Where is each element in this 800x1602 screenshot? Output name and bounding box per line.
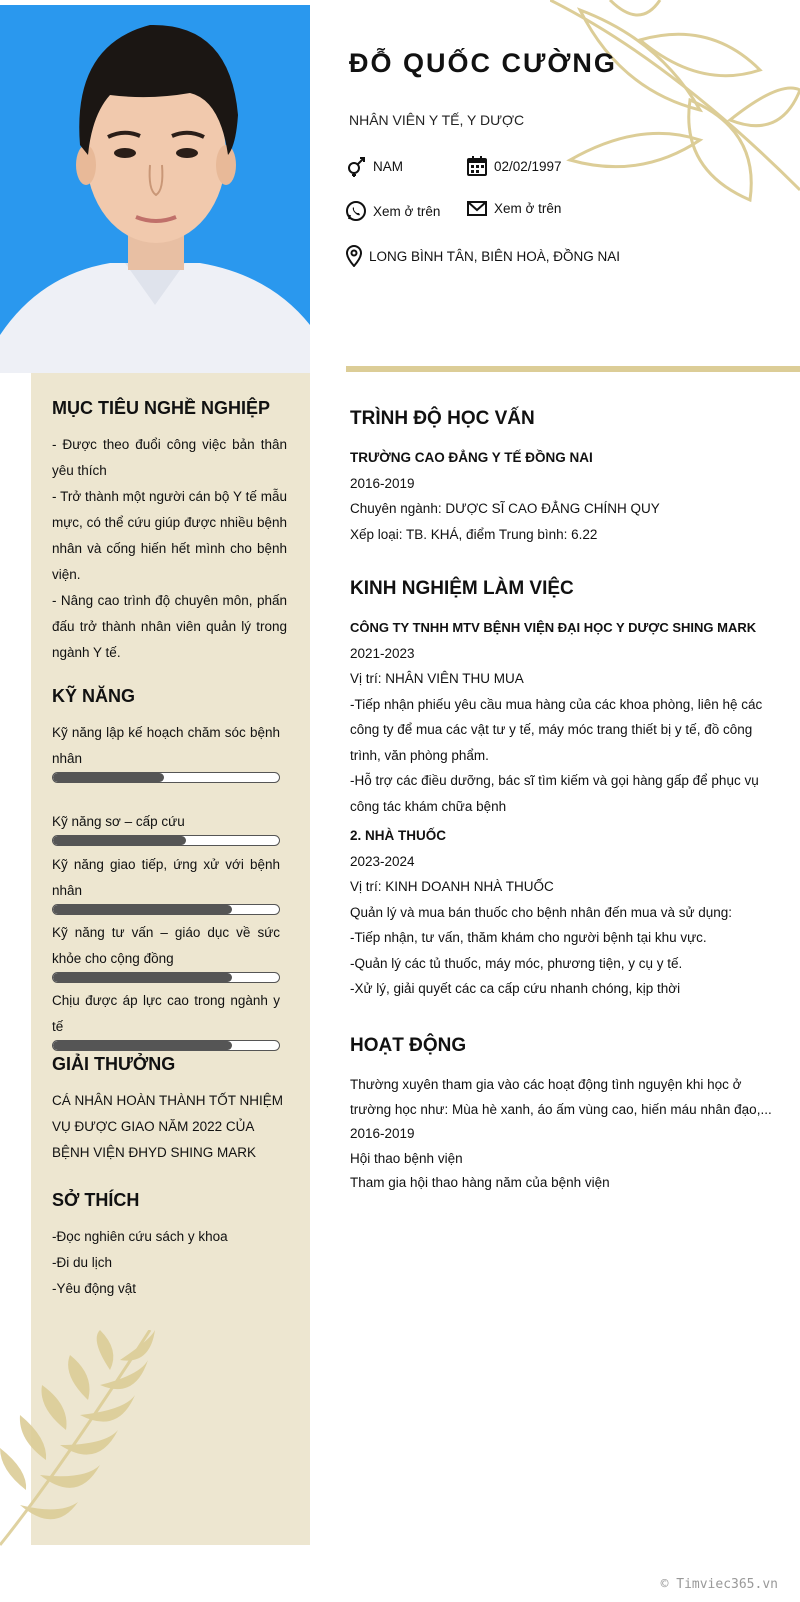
skill-bar-fill [53, 1041, 232, 1050]
awards-title: GIẢI THƯỞNG [52, 1054, 176, 1074]
job-duty: -Quản lý các tủ thuốc, máy móc, phương tiện, y cụ y tế. [350, 955, 683, 971]
objective-line: - Được theo đuổi công việc bản thân yêu thích [52, 437, 287, 478]
gender-info [345, 155, 403, 177]
phone-info [345, 200, 440, 222]
objective-text [52, 432, 287, 666]
activity-line: Tham gia hội thao hàng năm của bệnh viện [350, 1175, 610, 1190]
company-name: 2. NHÀ THUỐC [350, 828, 447, 843]
watermark: © Timviec365.vn [660, 1577, 778, 1592]
job-duty: -Tiếp nhận, tư vấn, thăm khám cho người bệnh tại khu vực. [350, 930, 707, 945]
skill-bar-fill [53, 773, 164, 782]
gender-icon [345, 155, 367, 177]
activities-title: HOẠT ĐỘNG [350, 1035, 467, 1056]
education-years: 2016-2019 [350, 475, 415, 491]
profile-photo [0, 5, 310, 373]
education-major: Chuyên ngành: DƯỢC SĨ CAO ĐẲNG CHÍNH QUY [350, 501, 660, 516]
objective-title: MỤC TIÊU NGHỀ NGHIỆP [52, 398, 271, 418]
activities-block [350, 1073, 775, 1196]
job-years: 2023-2024 [350, 853, 415, 869]
job-title: NHÂN VIÊN Y TẾ, Y DƯỢC [349, 112, 525, 128]
objective-line: - Trở thành một người cán bộ Y tế mẫu mực, có thể cứu giúp được nhiều bệnh nhân và cống hiến hết mình cho bệnh viện. [52, 489, 287, 582]
hobby-item: -Đi du lịch [52, 1255, 113, 1270]
education-block [350, 445, 775, 547]
skill-bar [52, 972, 280, 983]
job-position: Vị trí: KINH DOANH NHÀ THUỐC [350, 879, 554, 894]
company-name: CÔNG TY TNHH MTV BỆNH VIỆN ĐẠI HỌC Y DƯỢC SHING MARK [350, 620, 757, 635]
skill-bar-fill [53, 836, 186, 845]
awards-text: CÁ NHÂN HOÀN THÀNH TỐT NHIỆM VỤ ĐƯỢC GIAO NĂM 2022 CỦA BỆNH VIỆN ĐHYD SHING MARK [52, 1093, 284, 1160]
skill-item [52, 852, 280, 915]
experience-title: KINH NGHIỆM LÀM VIỆC [350, 578, 574, 599]
leaf-decoration-top [550, 0, 800, 210]
leaf-decoration-bottom [0, 1330, 160, 1550]
activity-line: 2016-2019 [350, 1126, 415, 1141]
email-icon [466, 197, 488, 219]
skill-name: Kỹ năng lập kế hoạch chăm sóc bệnh nhân [52, 725, 280, 766]
activity-line: Thường xuyên tham gia vào các hoạt động tình nguyện khi học ở trường học như: Mùa hè xanh, áo ấm vùng cao, hiến máu nhân đạo,... [350, 1077, 772, 1117]
job-duty: -Xử lý, giải quyết các ca cấp cứu nhanh chóng, kịp thời [350, 981, 681, 996]
skill-bar-fill [53, 973, 232, 982]
skill-name: Kỹ năng giao tiếp, ứng xử với bệnh nhân [52, 857, 280, 898]
whatsapp-phone-icon [345, 200, 367, 222]
school-name: TRƯỜNG CAO ĐẲNG Y TẾ ĐỒNG NAI [350, 450, 593, 465]
hobbies-list [52, 1224, 287, 1302]
skill-name: Kỹ năng sơ – cấp cứu [52, 814, 185, 829]
education-grade: Xếp loại: TB. KHÁ, điểm Trung bình: 6.22 [350, 526, 598, 542]
skill-item [52, 920, 280, 983]
calendar-icon [466, 155, 488, 177]
skill-bar [52, 835, 280, 846]
job-position: Vị trí: NHÂN VIÊN THU MUA [350, 671, 524, 686]
birthday-value: 02/02/1997 [494, 158, 562, 174]
job-duty: -Hỗ trợ các điều dưỡng, bác sĩ tìm kiếm và gọi hàng gấp để phục vụ công tác khám chữa bệnh [350, 773, 759, 814]
job-years: 2021-2023 [350, 645, 415, 661]
email-value: Xem ở trên [494, 200, 562, 216]
objective-line: - Nâng cao trình độ chuyên môn, phấn đấu trở thành nhân viên quản lý trong ngành Y tế. [52, 593, 287, 660]
email-info [466, 197, 561, 219]
gender-value: NAM [373, 158, 403, 174]
birthday-info [466, 155, 562, 177]
skill-bar [52, 1040, 280, 1051]
experience-block [350, 615, 775, 1002]
skill-item [52, 720, 280, 783]
phone-value: Xem ở trên [373, 203, 441, 219]
hobby-item: -Đọc nghiên cứu sách y khoa [52, 1229, 228, 1244]
location-pin-icon [345, 245, 363, 267]
skill-item [52, 988, 280, 1051]
address-info [345, 245, 620, 267]
skill-name: Kỹ năng tư vấn – giáo dục về sức khỏe cho cộng đồng [52, 925, 280, 966]
skill-bar [52, 772, 280, 783]
skill-bar-fill [53, 905, 232, 914]
skill-name: Chịu được áp lực cao trong ngành y tế [52, 993, 280, 1034]
education-title: TRÌNH ĐỘ HỌC VẤN [350, 408, 535, 429]
hobby-item: -Yêu động vật [52, 1281, 137, 1296]
header-divider [346, 366, 800, 372]
activity-line: Hội thao bệnh viện [350, 1150, 463, 1166]
job-duty: -Tiếp nhận phiếu yêu cầu mua hàng của các khoa phòng, liên hệ các công ty để mua các vật tư y tế, máy móc trang thiết bị y tế, đồ công trình, văn phòng phẩm. [350, 696, 763, 763]
hobbies-title: SỞ THÍCH [52, 1190, 140, 1210]
skills-title: KỸ NĂNG [52, 686, 136, 706]
skill-item [52, 809, 280, 846]
skill-bar [52, 904, 280, 915]
job-duty: Quản lý và mua bán thuốc cho bệnh nhân đến mua và sử dụng: [350, 904, 733, 920]
candidate-name: ĐỖ QUỐC CƯỜNG [349, 48, 617, 78]
address-value: LONG BÌNH TÂN, BIÊN HOÀ, ĐỒNG NAI [369, 248, 621, 264]
